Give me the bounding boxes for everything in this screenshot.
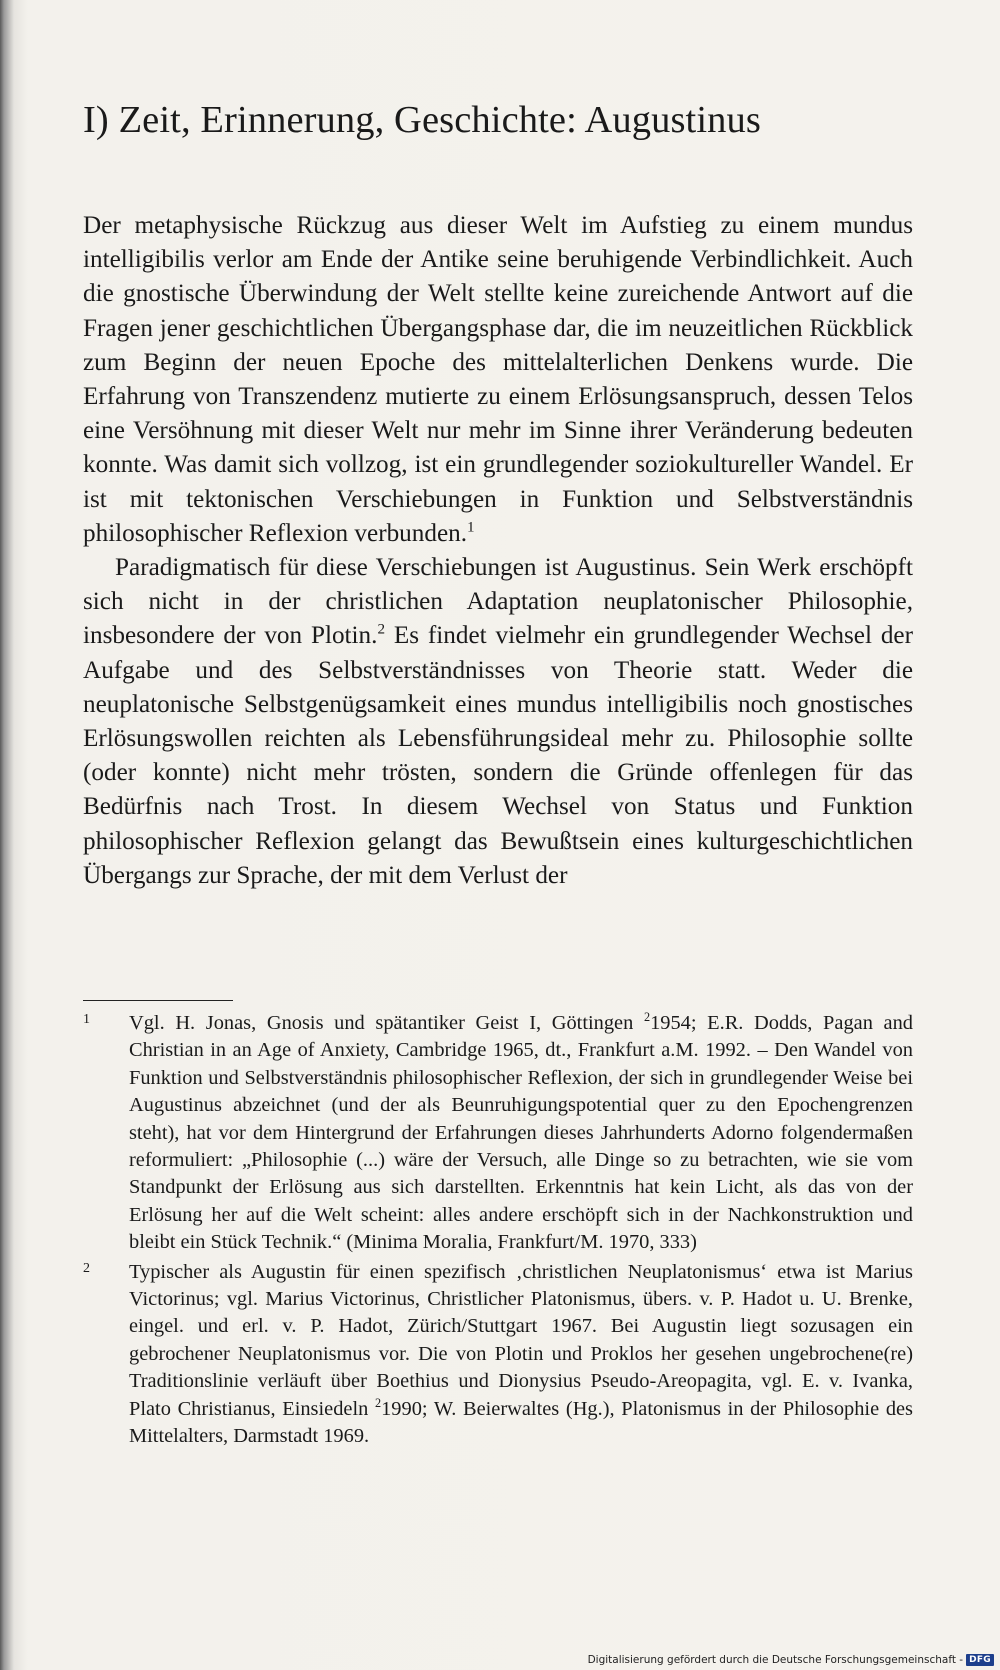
- footnote-text: 1990; W. Beierwaltes (Hg.), Platonismus in der Philosophie des Mittelalters, Darmstadt 1969.: [129, 1397, 913, 1448]
- footnote-text: Typischer als Augustin für einen spezifisch ‚christlichen Neuplatonismus‘ etwa ist Marius Victorinus; vgl. Marius Victorinus, Christlicher Platonismus, übers. v. P. Hadot u. U. Brenke, eingel. und erl. v. P. Hadot, Zürich/Stuttgart 1967. Bei Augustin liegt sozusagen ein gebrochener Neuplatonismus vor. Die von Plotin und Proklos her gesehen ungebrochene(re) Traditionslinie verläuft über Boethius und Dionysius Pseudo-Areopagita, vgl. E. v. Ivanka, Plato Christianus, Einsiedeln: [129, 1260, 913, 1420]
- chapter-heading: I) Zeit, Erinnerung, Geschichte: Augustinus: [83, 99, 761, 141]
- digitization-watermark: [588, 1654, 994, 1666]
- edition-superscript: 2: [374, 1395, 382, 1410]
- footnote-text: Vgl. H. Jonas, Gnosis und spätantiker Geist I, Göttingen: [129, 1012, 644, 1034]
- edition-superscript: 2: [643, 1010, 651, 1025]
- footnote-ref-1[interactable]: 1: [467, 519, 475, 536]
- footnote-2: [83, 1259, 913, 1451]
- footnote-number: 2: [83, 1260, 90, 1276]
- paragraph-2-text-a: Paradigmatisch für diese Verschiebungen ist Augustinus. Sein Werk erschöpft sich nicht in der christlichen Adaptation neuplatonischer Philosophie, insbesondere der von Plotin.: [83, 554, 913, 650]
- footnote-ref-2[interactable]: 2: [377, 622, 386, 639]
- paragraph-1-text: Der metaphysische Rückzug aus dieser Welt im Aufstieg zu einem mundus intelligibilis verlor am Ende der Antike seine beruhigende Verbindlichkeit. Auch die gnostische Überwindung der Welt stellte keine zureichende Antwort auf die Fragen jener geschichtlichen Übergangsphase dar, die im neuzeitlichen Rückblick zum Beginn der neuen Epoche des mittelalterlichen Denkens wurde. Die Erfahrung von Transzendenz mutierte zu einem Erlösungsanspruch, dessen Telos eine Versöhnung mit dieser Welt nur mehr im Sinne ihrer Veränderung bedeuten konnte. Was damit sich vollzog, ist ein grundlegender soziokultureller Wandel. Er ist mit tektonischen Verschiebungen in Funktion und Selbstverständnis philosophischer Reflexion verbunden.: [83, 212, 913, 547]
- dfg-logo-icon: DFG: [966, 1654, 994, 1666]
- footnote-number: 1: [83, 1012, 90, 1027]
- footnote-text: 1954; E.R. Dodds, Pagan and Christian in an Age of Anxiety, Cambridge 1965, dt., Frankfurt a.M. 1992. – Den Wandel von Funktion und Selbstverständnis philosophischer Reflexion, der sich in grundlegender Weise bei Augustinus abzeichnet (und der als Beunruhigungspotential quer zu den Epochengrenzen steht), hat vor dem Hintergrund der Erfahrungen dieses Jahrhunderts Adorno folgendermaßen reformuliert: „Philosophie (...) wäre der Versuch, alle Dinge so zu betrachten, wie sie vom Standpunkt der Erlösung aus sich darstellten. Erkenntnis hat kein Licht, als das von der Erlösung her auf die Welt scheint: alles andere erschöpft sich in der Nachkonstruktion und bleibt ein Stück Technik.“ (Minima Moralia, Frankfurt/M. 1970, 333): [129, 1012, 913, 1254]
- watermark-text: Digitalisierung gefördert durch die Deutsche Forschungsgemeinschaft -: [587, 1654, 964, 1666]
- body-text: [83, 209, 913, 893]
- footnote-1: [83, 1010, 913, 1257]
- paragraph-1: [83, 209, 913, 551]
- paragraph-2-text-b: Es findet vielmehr ein grundlegender Wechsel der Aufgabe und des Selbstverständnisses von Theorie statt. Weder die neuplatonische Selbstgenügsamkeit eines mundus intelligibilis noch gnostisches Erlösungswollen reichten als Lebensführungsideal mehr zu. Philosophie sollte (oder konnte) nicht mehr trösten, sondern die Gründe offenlegen für das Bedürfnis nach Trost. In diesem Wechsel von Status und Funktion philosophischer Reflexion gelangt das Bewußtsein eines kulturgeschichtlichen Übergangs zur Sprache, der mit dem Verlust der: [83, 622, 913, 889]
- footnote-divider: [83, 1000, 233, 1001]
- footnotes: [83, 1010, 913, 1453]
- paragraph-2: [83, 551, 913, 893]
